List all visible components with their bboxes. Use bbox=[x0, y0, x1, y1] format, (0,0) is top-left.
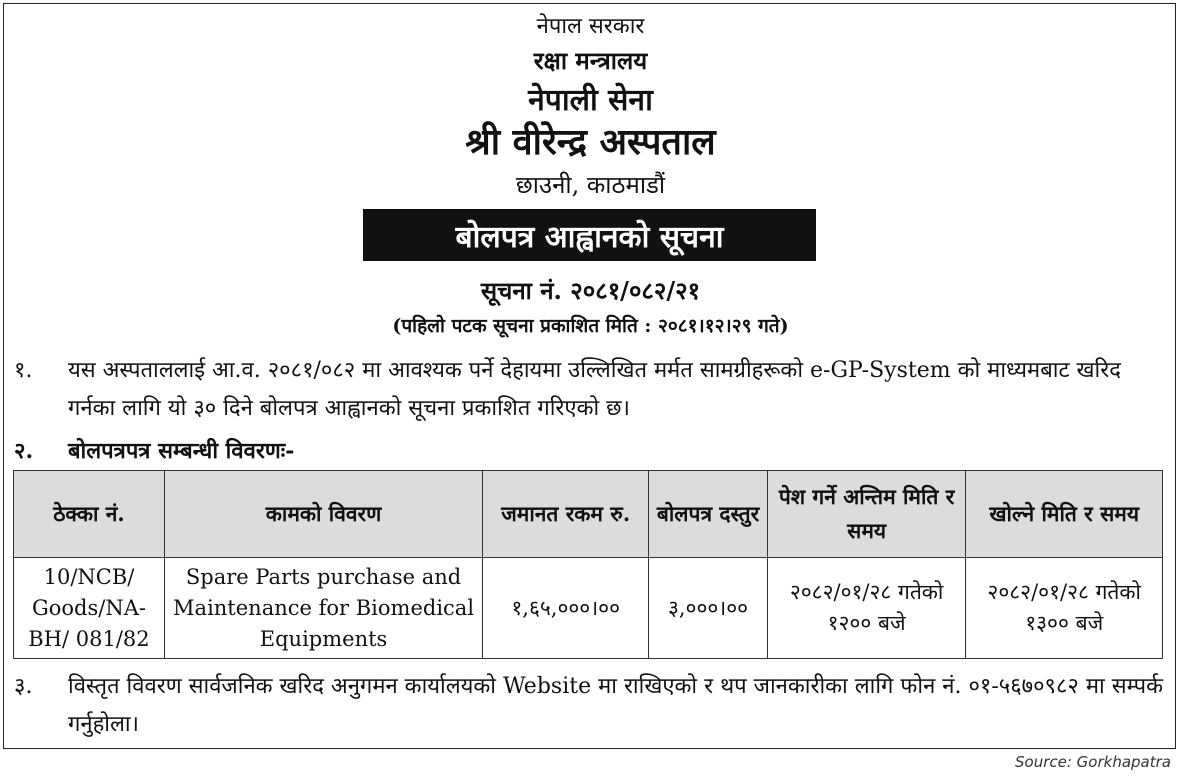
paragraph-2 bbox=[14, 432, 1170, 470]
location-heading: छाउनी, काठमाडौं bbox=[515, 171, 666, 199]
cell-submission-deadline: २०८२/०१/२८ गतेको १२०० बजे bbox=[767, 558, 966, 659]
cell-description: Spare Parts purchase and Maintenance for Biomedical Equipments bbox=[164, 558, 482, 659]
header-submission-deadline: पेश गर्ने अन्तिम मिति र समय bbox=[767, 471, 966, 558]
cell-bid-fee: ३,०००।०० bbox=[649, 558, 768, 659]
cell-opening-date: २०८२/०१/२८ गतेको १३०० बजे bbox=[966, 558, 1163, 659]
government-heading: नेपाल सरकार bbox=[536, 14, 645, 39]
paragraph-3 bbox=[14, 668, 1170, 744]
cell-contract-no: 10/NCB/ Goods/NA- BH/ 081/82 bbox=[14, 558, 165, 659]
ministry-heading: रक्षा मन्त्रालय bbox=[533, 46, 648, 75]
army-heading: नेपाली सेना bbox=[528, 83, 653, 118]
paragraph-number: १. bbox=[14, 358, 33, 383]
header-opening-date: खोल्ने मिति र समय bbox=[966, 471, 1163, 558]
header-bid-security: जमानत रकम रु. bbox=[483, 471, 649, 558]
notice-number: सूचना नं. २०८१/०८२/२१ bbox=[480, 276, 701, 305]
source-credit: Source: Gorkhapatra bbox=[1015, 753, 1171, 771]
tender-table bbox=[13, 470, 1163, 659]
header-contract-no: ठेक्का नं. bbox=[14, 471, 165, 558]
header-bid-fee: बोलपत्र दस्तुर bbox=[649, 471, 768, 558]
notice-title: बोलपत्र आह्वानको सूचना bbox=[363, 209, 816, 261]
first-published-date: (पहिलो पटक सूचना प्रकाशित मिति : २०८१।१२।२९ गते) bbox=[392, 315, 789, 337]
table-header-row bbox=[14, 471, 1163, 558]
paragraph-1 bbox=[14, 352, 1170, 428]
hospital-heading: श्री वीरेन्द्र अस्पताल bbox=[465, 121, 716, 163]
paragraph-text: यस अस्पताललाई आ.व. २०८१/०८२ मा आवश्यक पर्ने देहायमा उल्लिखित मर्मत सामग्रीहरूको e-GP-System को माध्यमबाट खरिद गर्नका लागि यो ३० दिने बोलपत्र आह्वानको सूचना प्रकाशित गरिएको छ। bbox=[68, 358, 1121, 421]
header-description: कामको विवरण bbox=[164, 471, 482, 558]
table-row bbox=[14, 558, 1163, 659]
paragraph-text: विस्तृत विवरण सार्वजनिक खरिद अनुगमन कार्यालयको Website मा राखिएको र थप जानकारीका लागि फोन नं. ०१-५६७०९८२ मा सम्पर्क गर्नुहोला। bbox=[68, 674, 1163, 737]
paragraph-text: बोलपत्रपत्र सम्बन्धी विवरणः- bbox=[68, 438, 295, 464]
paragraph-number: ३. bbox=[14, 674, 33, 699]
paragraph-number: २. bbox=[14, 438, 34, 464]
cell-bid-security: १,६५,०००।०० bbox=[483, 558, 649, 659]
